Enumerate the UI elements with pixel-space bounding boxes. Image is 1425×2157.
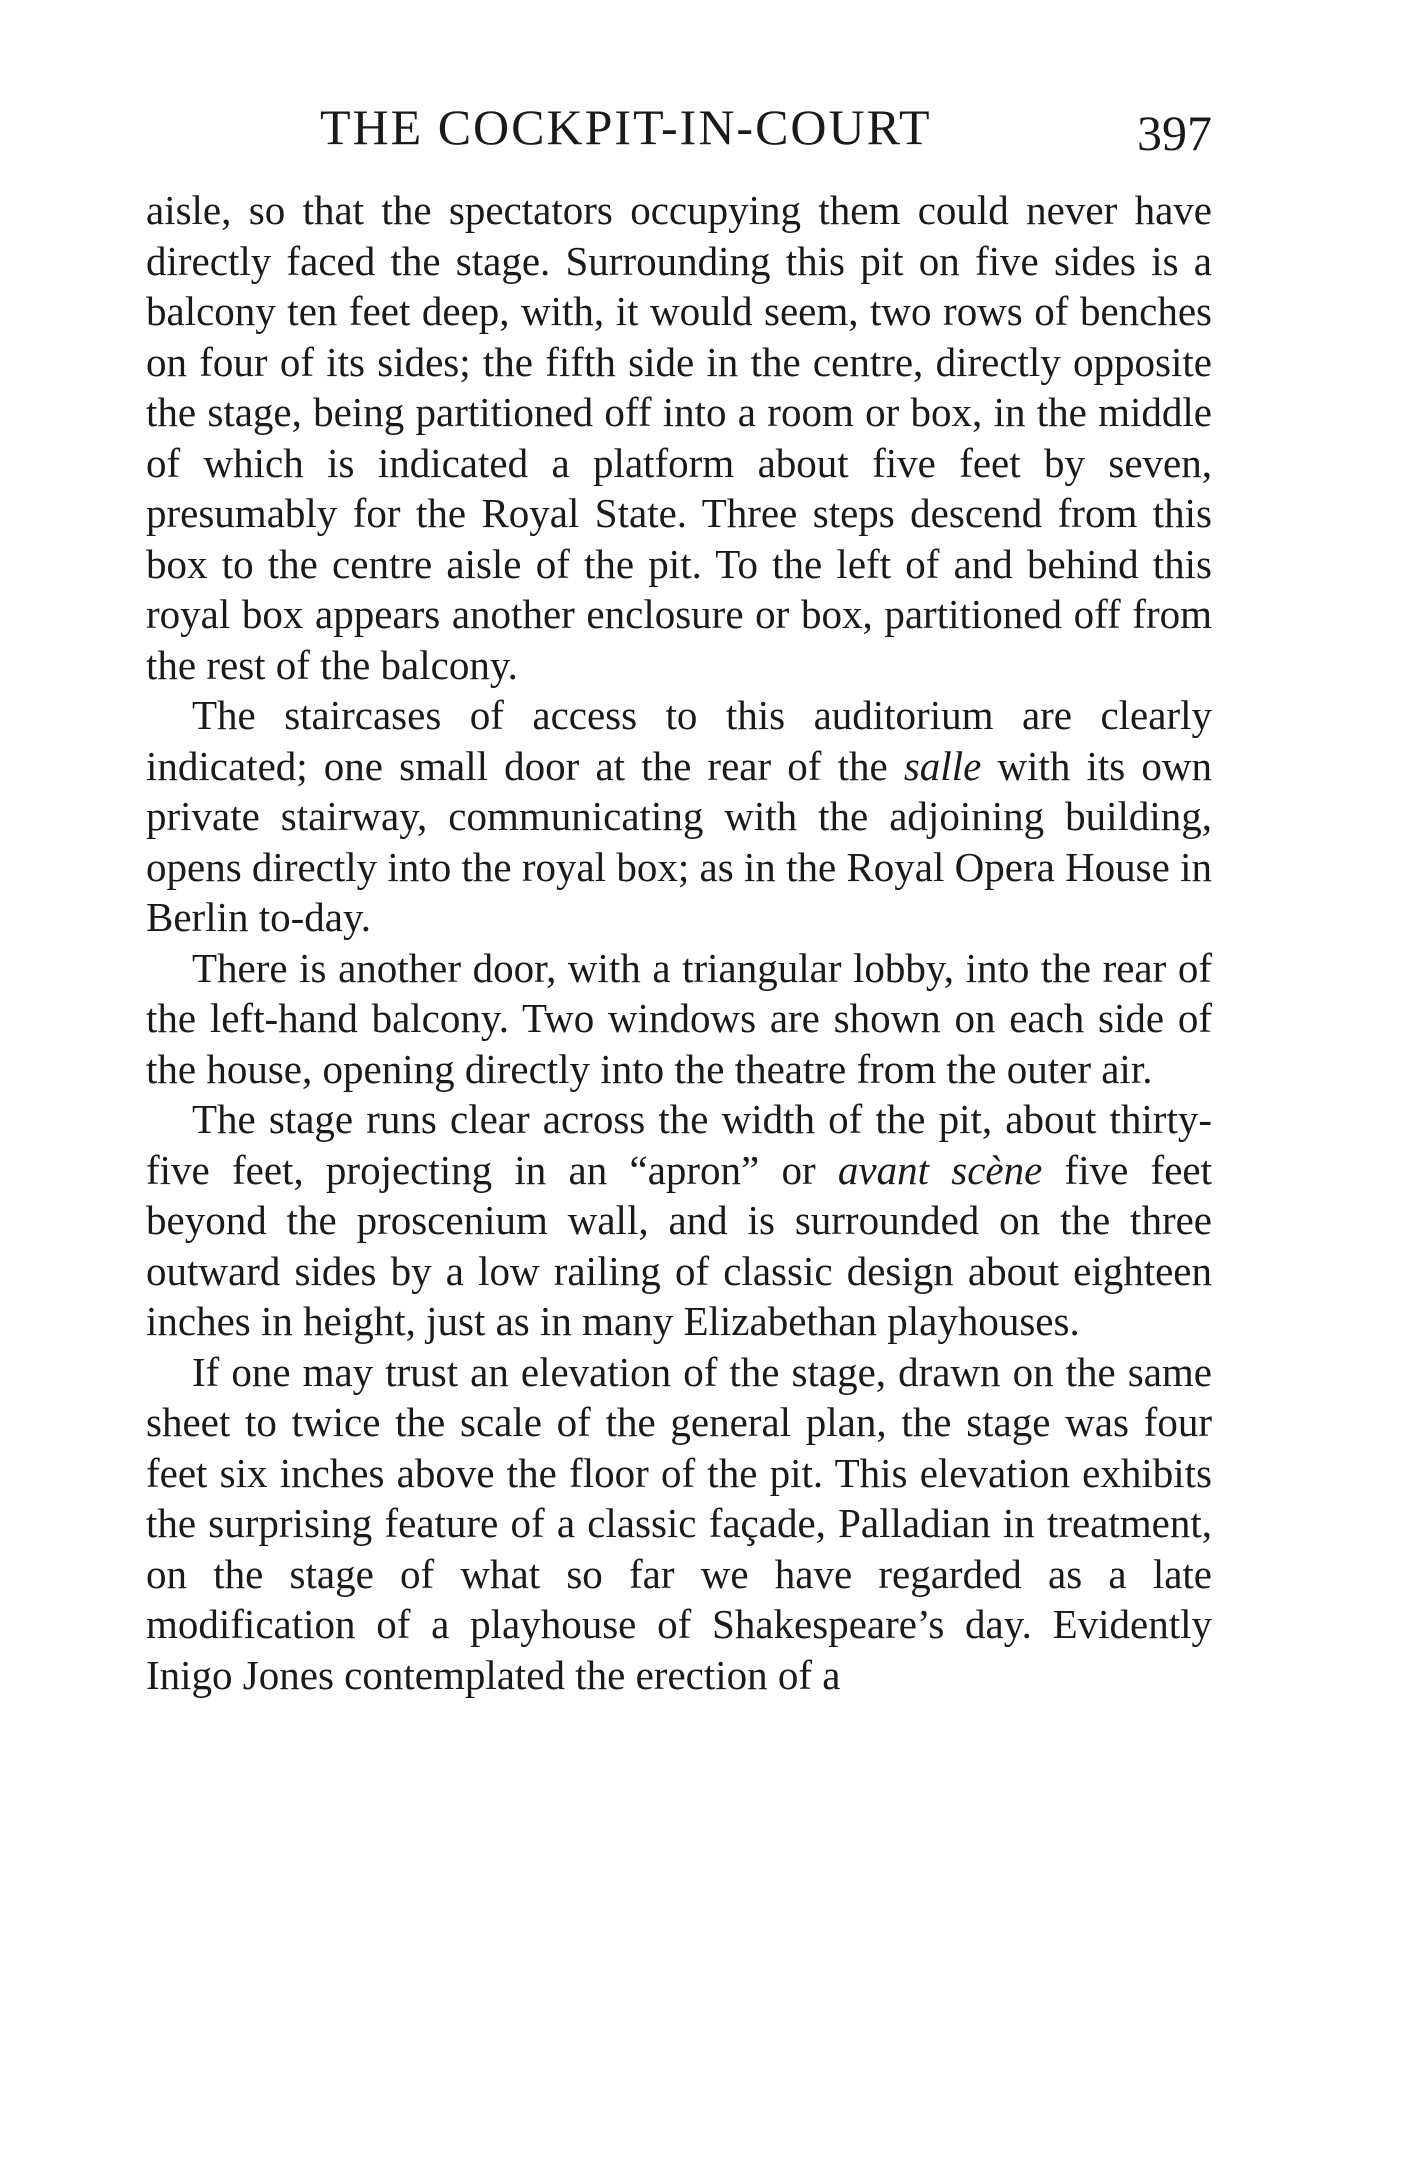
page-number: 397 bbox=[1137, 105, 1212, 161]
italic-avant-scene: avant scène bbox=[837, 1146, 1043, 1193]
paragraph-3 bbox=[146, 943, 1212, 1095]
paragraph-5 bbox=[146, 1347, 1212, 1701]
paragraph-4-text-b: five feet beyond the proscenium wall, and is surrounded on the three outward sides by a low railing of classic design about eighteen inches in height, just as in many Elizabethan playhouses. bbox=[146, 1146, 1212, 1344]
paragraph-2 bbox=[146, 690, 1212, 943]
paragraph-1 bbox=[146, 185, 1212, 690]
paragraph-2-text-b: with its own private stairway, communicating with the adjoining building, opens directly into the royal box; as in the Royal Opera House in Berlin to-day. bbox=[146, 742, 1212, 940]
body-text bbox=[146, 185, 1212, 1700]
page-header bbox=[320, 92, 1212, 162]
paragraph-4-text-a: The stage runs clear across the width of the pit, about thirty-five feet, projecting in an “apron” or bbox=[146, 1096, 1212, 1193]
running-title: THE COCKPIT-IN-COURT bbox=[320, 99, 932, 155]
paragraph-2-text-a: The staircases of access to this auditorium are clearly indicated; one small door at the rear of the bbox=[146, 692, 1212, 789]
paragraph-1-text: aisle, so that the spectators occupying them could never have directly faced the stage. Surrounding this pit on five sides is a balcony ten feet deep, with, it would seem, two rows of benches on four of its sides; the fifth side in the centre, directly opposite the stage, being partitioned off into a room or box, in the middle of which is indicated a platform about five feet by seven, presumably for the Royal State. Three steps descend from this box to the centre aisle of the pit. To the left of and behind this royal box appears another enclosure or box, partitioned off from the rest of the balcony. bbox=[146, 187, 1212, 688]
italic-salle: salle bbox=[903, 742, 982, 789]
paragraph-4 bbox=[146, 1094, 1212, 1347]
paragraph-3-text: There is another door, with a triangular lobby, into the rear of the left-hand balcony. Two windows are shown on each side of the house, opening directly into the theatre from the outer air. bbox=[146, 944, 1212, 1092]
paragraph-5-text: If one may trust an elevation of the stage, drawn on the same sheet to twice the scale of the general plan, the stage was four feet six inches above the floor of the pit. This elevation exhibits the surprising feature of a classic façade, Palladian in treatment, on the stage of what so far we have regarded as a late modification of a playhouse of Shakespeare’s day. Evidently Inigo Jones contemplated the erection of a bbox=[146, 1348, 1212, 1698]
